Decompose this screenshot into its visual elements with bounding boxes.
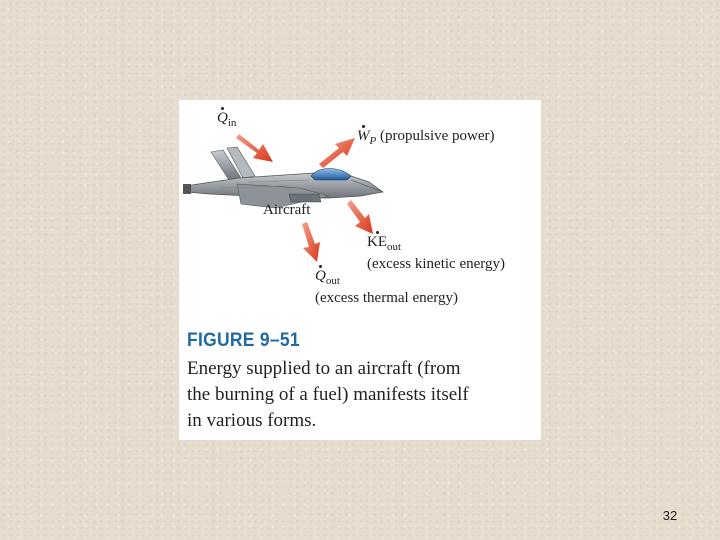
caption-line: Energy supplied to an aircraft (from bbox=[187, 358, 461, 379]
caption-line: the burning of a fuel) manifests itself bbox=[187, 384, 469, 405]
w-p-subscript: P bbox=[369, 135, 377, 147]
ke-out-subscript: out bbox=[387, 241, 402, 253]
aircraft-icon bbox=[183, 147, 383, 208]
arrow-q-out bbox=[302, 222, 320, 262]
figure-panel bbox=[179, 100, 541, 440]
aircraft-label: Aircraft bbox=[263, 202, 311, 218]
q-in-label bbox=[217, 110, 236, 131]
w-p-label bbox=[357, 128, 495, 149]
arrow-w-p bbox=[319, 138, 355, 168]
ke-out-label bbox=[367, 234, 401, 255]
q-out-label bbox=[315, 268, 340, 289]
q-in-subscript: in bbox=[227, 117, 237, 129]
ke-out-description: (excess kinetic energy) bbox=[367, 256, 505, 272]
q-out-description: (excess thermal energy) bbox=[315, 290, 458, 306]
q-out-symbol: Q bbox=[315, 268, 326, 284]
figure-caption bbox=[187, 356, 541, 434]
q-out-subscript: out bbox=[325, 275, 340, 287]
ke-out-symbol: KE bbox=[367, 234, 387, 250]
page-number: 32 bbox=[662, 508, 678, 523]
q-in-symbol: Q bbox=[217, 110, 228, 126]
figure-number: FIGURE 9–51 bbox=[187, 330, 300, 351]
caption-line: in various forms. bbox=[187, 410, 317, 431]
arrow-ke-out bbox=[347, 200, 373, 234]
w-p-symbol: W bbox=[357, 128, 370, 144]
w-p-description: (propulsive power) bbox=[379, 128, 495, 144]
